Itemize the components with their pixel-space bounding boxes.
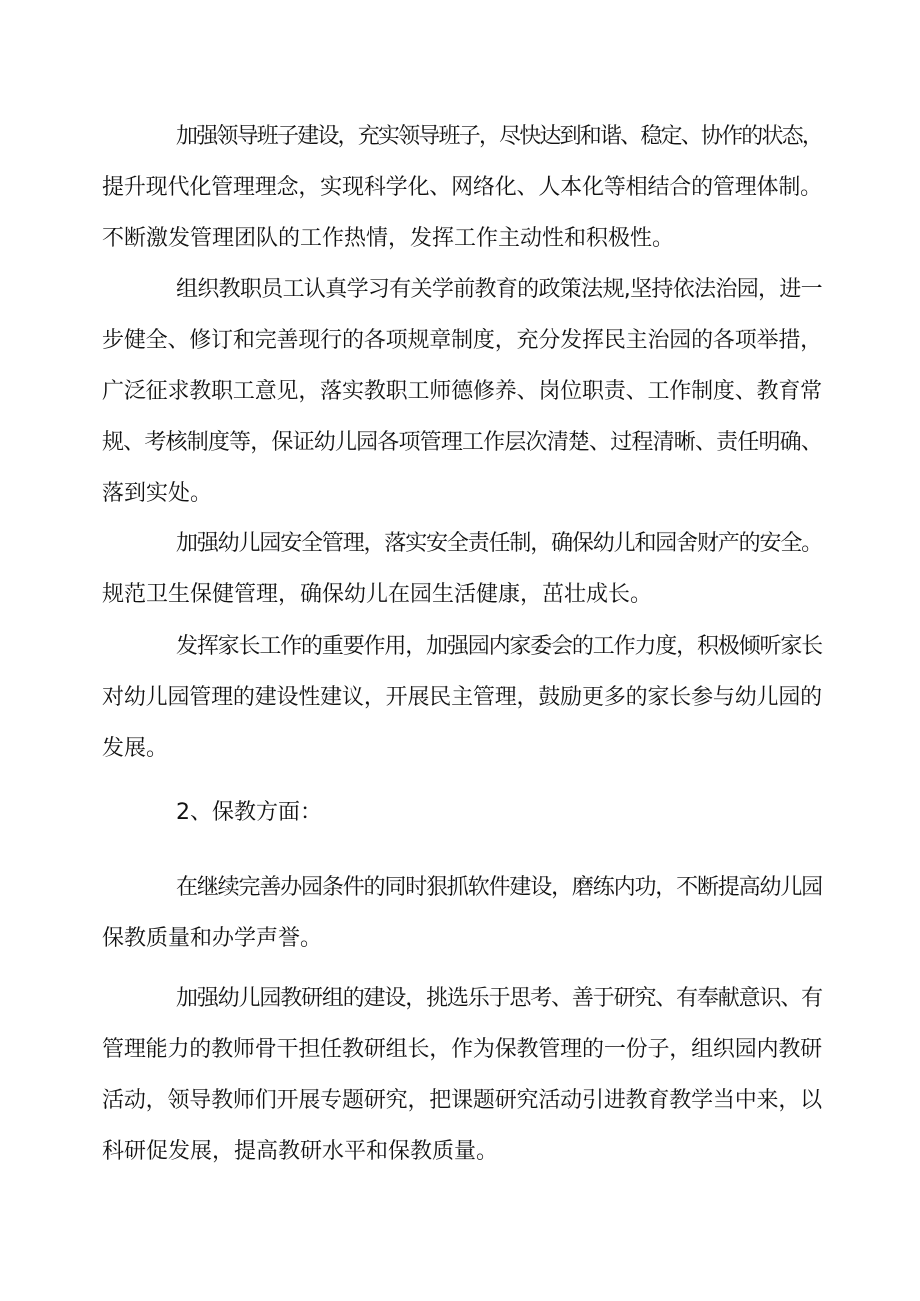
text-line: 管理能力的教师骨干担任教研组长，作为保教管理的一份子，组织园内教研 [102, 1037, 823, 1062]
section-heading: 2、保教方面： [176, 800, 322, 825]
paragraph-software [102, 862, 822, 964]
text-line: 加强领导班子建设，充实领导班子，尽快达到和谐、稳定、协作的状态， [176, 124, 823, 149]
paragraph-research-group [102, 973, 822, 1177]
text-line: 提升现代化管理理念，实现科学化、网络化、人本化等相结合的管理体制。 [102, 175, 823, 200]
text-line: 保教质量和办学声誉。 [102, 926, 323, 951]
paragraph-leadership [102, 111, 822, 264]
text-line: 科研促发展，提高教研水平和保教质量。 [102, 1139, 499, 1164]
text-line: 活动，领导教师们开展专题研究，把课题研究活动引进教育教学当中来，以 [102, 1088, 823, 1113]
text-line: 加强幼儿园安全管理，落实安全责任制，确保幼儿和园舍财产的安全。 [176, 531, 823, 556]
section-heading-care-education [102, 787, 822, 838]
text-line: 在继续完善办园条件的同时狠抓软件建设，磨练内功，不断提高幼儿园 [176, 875, 823, 900]
text-line: 规、考核制度等，保证幼儿园各项管理工作层次清楚、过程清晰、责任明确、 [102, 430, 823, 455]
paragraph-regulations [102, 264, 822, 519]
paragraph-parents [102, 621, 822, 774]
text-line: 广泛征求教职工意见，落实教职工师德修养、岗位职责、工作制度、教育常 [102, 379, 823, 404]
text-line: 步健全、修订和完善现行的各项规章制度，充分发挥民主治园的各项举措， [102, 328, 823, 353]
text-line: 对幼儿园管理的建设性建议，开展民主管理，鼓励更多的家长参与幼儿园的 [102, 685, 823, 710]
text-line: 规范卫生保健管理，确保幼儿在园生活健康，茁壮成长。 [102, 582, 653, 607]
text-line: 加强幼儿园教研组的建设，挑选乐于思考、善于研究、有奉献意识、有 [176, 986, 823, 1011]
text-line: 发挥家长工作的重要作用，加强园内家委会的工作力度，积极倾听家长 [176, 634, 823, 659]
text-line: 落到实处。 [102, 481, 213, 506]
text-line: 发展。 [102, 736, 169, 761]
text-line: 不断激发管理团队的工作热情，发挥工作主动性和积极性。 [102, 226, 675, 251]
paragraph-safety [102, 518, 822, 620]
text-line: 组织教职员工认真学习有关学前教育的政策法规,坚持依法治园，进一 [176, 277, 822, 302]
